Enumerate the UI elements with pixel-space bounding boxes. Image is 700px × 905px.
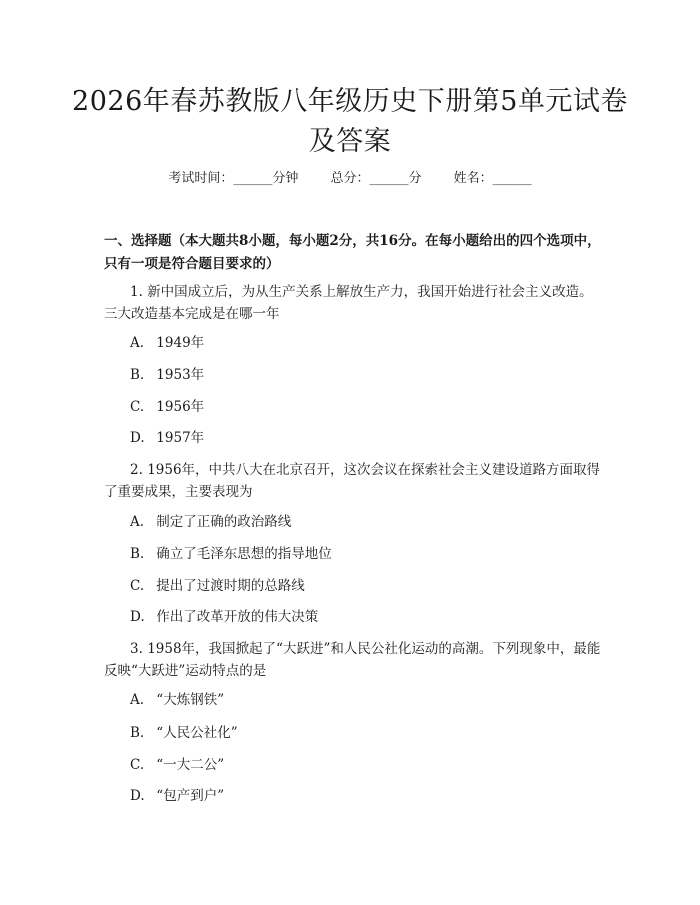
option-letter: A. (130, 335, 145, 351)
option-letter: C. (130, 399, 145, 415)
question-3-text: 1958年，我国掀起了“大跃进”和人民公社化运动的高潮。下列现象中，最能反映“大跃进”运动特点的是 (104, 641, 601, 679)
option-letter: B. (130, 725, 145, 741)
question-3-number: 3. (130, 641, 143, 657)
question-2-option-c (130, 576, 305, 596)
question-1-option-c (130, 397, 204, 417)
option-text: 确立了毛泽东思想的指导地位 (156, 546, 332, 562)
option-text: 作出了改革开放的伟大决策 (156, 609, 319, 625)
option-letter: C. (130, 757, 145, 773)
exam-time-label: 考试时间：______分钟 (168, 171, 299, 186)
option-letter: D. (130, 430, 145, 446)
option-text: 提出了过渡时期的总路线 (156, 578, 305, 594)
option-text: 制定了正确的政治路线 (156, 514, 292, 530)
question-1-text: 新中国成立后，为从生产关系上解放生产力，我国开始进行社会主义改造。三大改造基本完成是在哪一年 (104, 284, 593, 322)
question-2 (104, 459, 604, 503)
option-letter: D. (130, 609, 145, 625)
option-letter: A. (130, 692, 145, 708)
question-2-option-d (130, 607, 318, 627)
option-letter: A. (130, 514, 145, 530)
option-text: 1949年 (156, 335, 205, 351)
question-2-text: 1956年，中共八大在北京召开，这次会议在探索社会主义建设道路方面取得了重要成果，主要表现为 (104, 462, 601, 500)
option-text: 1956年 (156, 399, 205, 415)
question-1-number: 1. (130, 284, 143, 300)
section-heading: 一、选择题（本大题共8小题，每小题2分，共16分。在每小题给出的四个选项中，只有一项是符合题目要求的） (104, 233, 601, 272)
question-3-option-c (130, 755, 224, 775)
student-name-label: 姓名：______ (453, 171, 532, 186)
option-text: 1957年 (156, 430, 205, 446)
question-3 (104, 638, 604, 682)
question-1-option-b (130, 365, 204, 385)
question-3-option-d (130, 786, 224, 806)
exam-meta-line (0, 170, 700, 188)
option-text: 1953年 (156, 367, 205, 383)
question-1-option-a (130, 333, 204, 353)
option-text: “大炼钢铁” (156, 692, 225, 708)
total-score-label: 总分：______分 (330, 171, 422, 186)
option-text: “一大二公” (156, 757, 225, 773)
question-3-option-a (130, 690, 224, 710)
question-2-number: 2. (130, 462, 143, 478)
question-2-option-a (130, 512, 291, 532)
document-title: 2026年春苏教版八年级历史下册第5单元试卷及答案 (72, 86, 628, 157)
option-letter: D. (130, 788, 145, 804)
question-1-option-d (130, 428, 204, 448)
option-text: “人民公社化” (156, 725, 238, 741)
question-2-option-b (130, 544, 332, 564)
option-text: “包产到户” (156, 788, 225, 804)
question-1 (104, 281, 604, 325)
option-letter: B. (130, 367, 145, 383)
option-letter: C. (130, 578, 145, 594)
option-letter: B. (130, 546, 145, 562)
question-3-option-b (130, 723, 238, 743)
